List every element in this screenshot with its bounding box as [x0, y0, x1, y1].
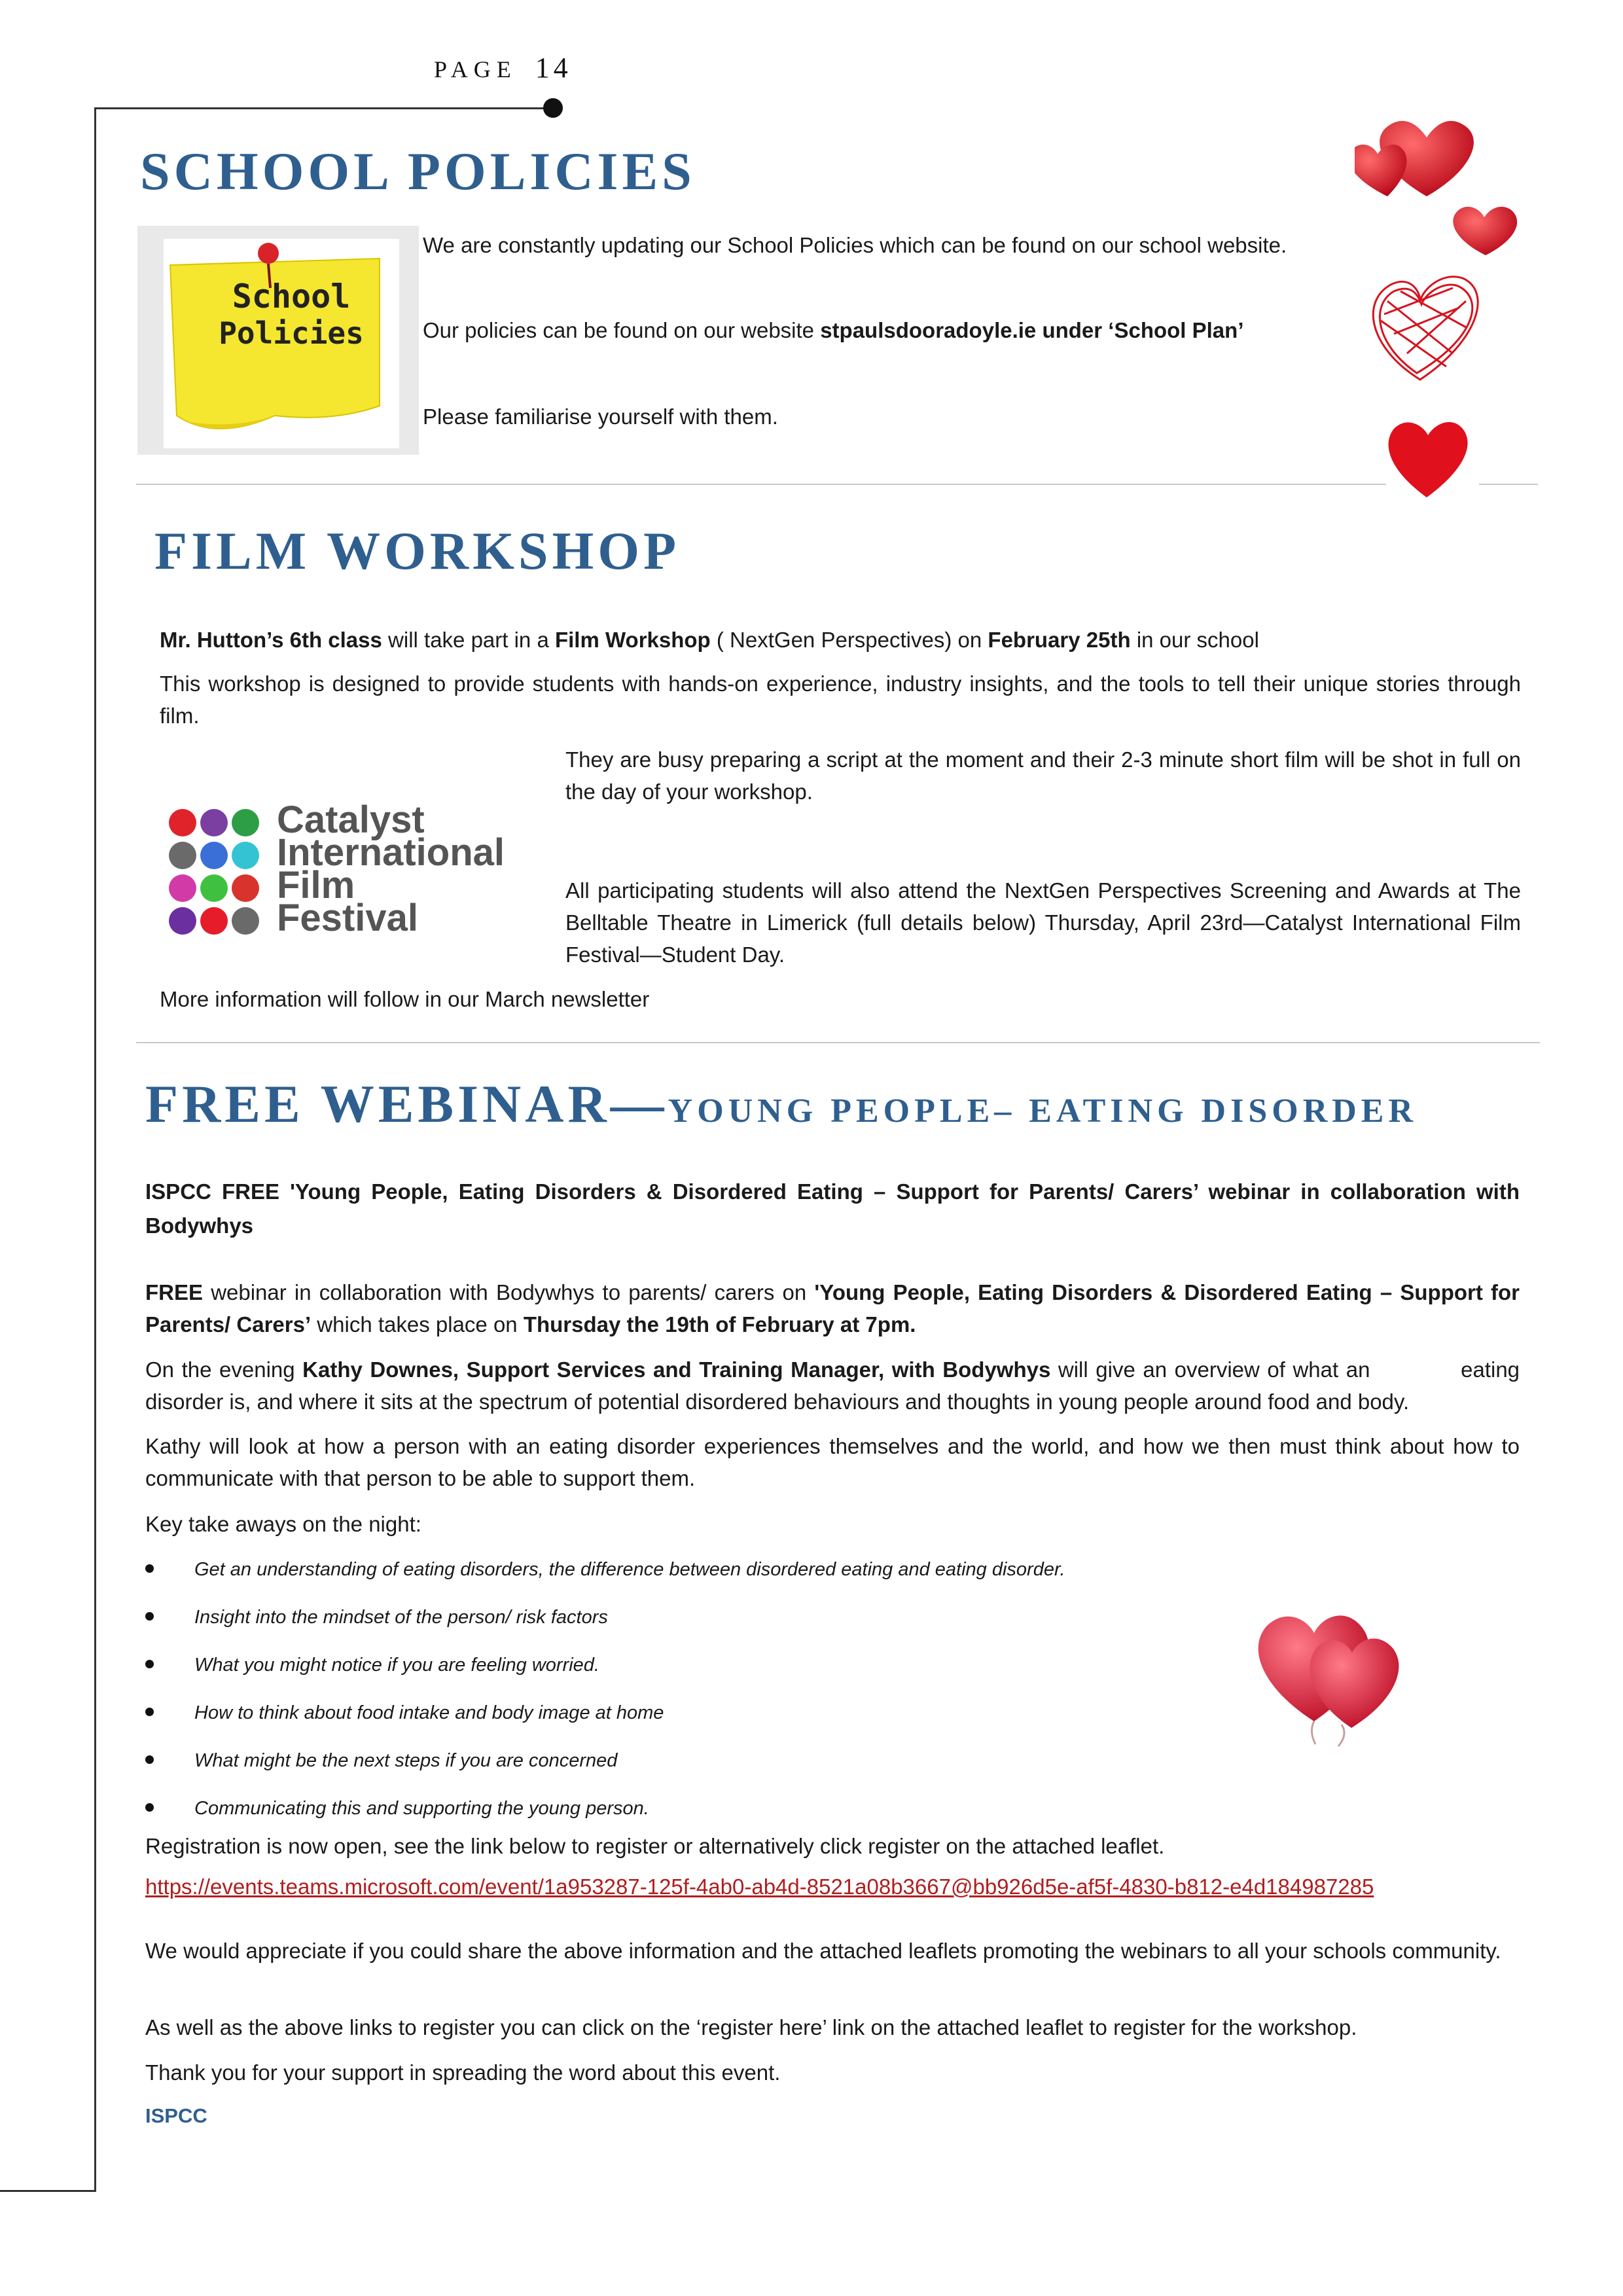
logo-dot [232, 809, 259, 836]
bullet-icon [145, 1564, 154, 1573]
image-text-school: School [232, 278, 351, 315]
heart-icon [1453, 207, 1517, 255]
logo-dot [169, 907, 196, 935]
webinar-intro: ISPCC FREE 'Young People, Eating Disorders & Disordered Eating – Support for Parents/ Carers’ webinar in collaboration with Bodywhys [145, 1179, 1520, 1238]
webinar-title: 'Young People, Eating Disorders & Disordered Eating – Support for Parents/ Carers’ [145, 1280, 1520, 1336]
image-text-policies: Policies [219, 315, 364, 351]
webinar-heading-sub: YOUNG PEOPLE– EATING DISORDER [668, 1092, 1418, 1130]
webinar-date: Thursday the 19th of February at 7pm. [523, 1312, 916, 1336]
logo-text-line-3: Film [277, 864, 355, 906]
logo-dot [232, 874, 259, 902]
logo-text-line-4: Festival [277, 897, 418, 939]
p1-text-1: webinar in collaboration with Bodywhys to parents/ carers on [203, 1280, 815, 1304]
logo-dot [200, 842, 228, 869]
webinar-paragraph-1 [145, 1276, 1520, 1340]
bullet-icon [145, 1708, 154, 1716]
page-number: 14 [535, 52, 572, 84]
film-workshop-paragraph-3: They are busy preparing a script at the moment and their 2-3 minute short film will be shot in full on the day of your workshop. [565, 747, 1521, 804]
webinar-paragraph-5: Registration is now open, see the link below to register or alternatively click register on the attached leaflet. [145, 1834, 1165, 1858]
p1-text-2: which takes place on [311, 1312, 524, 1336]
p2-text-2: will give an overview of what an eating disorder is, and where it sits at the spectrum of potential disordered behaviours and thoughts in young people around food and body. [145, 1357, 1526, 1414]
speaker-name: Kathy Downes, Support Services and Training Manager, with Bodywhys [302, 1357, 1051, 1382]
logo-dot [169, 809, 196, 836]
section-divider [136, 1042, 1540, 1043]
section-divider [136, 484, 1386, 485]
school-policies-line-2-text: Our policies can be found on our website [423, 318, 821, 342]
webinar-heading-main: FREE WEBINAR— [145, 1074, 668, 1134]
webinar-paragraph-6: We would appreciate if you could share the above information and the attached leaflets promoting the webinars to all your schools community. [145, 1939, 1501, 1963]
bullet-icon [145, 1612, 154, 1621]
free-label: FREE [145, 1280, 204, 1304]
logo-dot-row [169, 907, 274, 940]
p1-text-3: in our school [1130, 628, 1259, 652]
frame-top-line [94, 107, 554, 109]
school-policies-heading: SCHOOL POLICIES [140, 141, 696, 201]
frame-left-line [94, 107, 96, 2191]
webinar-paragraph-3: Kathy will look at how a person with an eating disorder experiences themselves and the world, and how we then must think about how to communicate with that person to be able to support them. [145, 1434, 1520, 1490]
school-policies-line-2 [423, 314, 1444, 346]
catalyst-logo [169, 798, 535, 948]
logo-dot [200, 874, 228, 902]
class-name: Mr. Hutton’s 6th class [160, 628, 382, 652]
webinar-heading [145, 1073, 1418, 1135]
film-workshop-paragraph-5: More information will follow in our March newsletter [160, 987, 650, 1011]
film-workshop-paragraph-4: All participating students will also attend the NextGen Perspectives Screening and Awards at The Belltable Theatre in Limerick (full details below) Thursday, April 23rd—Catalyst International Film Festival—Student Day. [565, 878, 1521, 967]
logo-text-line-1: Catalyst [277, 798, 425, 841]
film-workshop-paragraph-2: This workshop is designed to provide students with hands-on experience, industry insights, and the tools to tell their unique stories through film. [160, 672, 1521, 728]
workshop-date: February 25th [988, 628, 1131, 652]
film-workshop-heading: FILM WORKSHOP [154, 521, 681, 581]
list-item-text: Insight into the mindset of the person/ risk factors [194, 1607, 608, 1628]
list-item-text: What you might notice if you are feeling worried. [194, 1655, 599, 1676]
school-policies-line-1: We are constantly updating our School Policies which can be found on our school website. [423, 233, 1287, 257]
heart-icon [1355, 145, 1407, 196]
hearts-decoration [1355, 105, 1544, 511]
webinar-paragraph-2 [145, 1354, 1526, 1418]
page-label [434, 51, 572, 84]
bullet-icon [145, 1660, 154, 1668]
list-item-text: What might be the next steps if you are concerned [194, 1750, 618, 1771]
film-workshop-paragraph-1 [160, 624, 1521, 656]
p1-text-1: will take part in a [382, 628, 555, 652]
logo-dot [232, 842, 259, 869]
webinar-paragraph-8: Thank you for your support in spreading the word about this event. [145, 2060, 781, 2085]
logo-dot-row [169, 874, 274, 907]
list-item-text: Communicating this and supporting the young person. [194, 1798, 649, 1819]
logo-dot [200, 907, 228, 935]
logo-text-line-2: International [277, 831, 505, 874]
list-item-text: Get an understanding of eating disorders, the difference between disordered eating and eating disorder. [194, 1559, 1065, 1580]
page-label-word: PAGE [434, 56, 517, 82]
bullet-icon [145, 1803, 154, 1812]
logo-dot-row [169, 842, 274, 874]
logo-dot [169, 874, 196, 902]
website-reference[interactable]: stpaulsdooradoyle.ie under ‘School Plan’ [820, 318, 1244, 342]
section-divider-right [1479, 484, 1538, 485]
heart-balloons-image [1237, 1571, 1446, 1748]
logo-dot [232, 907, 259, 935]
ispcc-signoff: ISPCC [145, 2104, 207, 2127]
frame-dot [543, 98, 563, 118]
list-item-text: How to think about food intake and body image at home [194, 1702, 664, 1723]
webinar-paragraph-4: Key take aways on the night: [145, 1512, 421, 1536]
p2-text-1: On the evening [145, 1357, 303, 1382]
webinar-paragraph-7: As well as the above links to register you can click on the ‘register here’ link on the attached leaflet to register for the workshop. [145, 2015, 1357, 2039]
school-policies-line-3: Please familiarise yourself with them. [423, 404, 778, 429]
school-policies-image [137, 226, 419, 455]
bullet-icon [145, 1755, 154, 1764]
logo-dot-row [169, 809, 274, 842]
logo-dot [200, 809, 228, 836]
frame-bottom-line [0, 2190, 96, 2192]
heart-icon [1389, 422, 1468, 497]
registration-link[interactable]: https://events.teams.microsoft.com/event/1a953287-125f-4ab0-ab4d-8521a08b3667@bb926d5e-af5f-4830-b812-e4d184987285 [145, 1874, 1374, 1899]
logo-dot-grid [169, 809, 274, 940]
p1-text-2: ( NextGen Perspectives) on [710, 628, 988, 652]
logo-dot [169, 842, 196, 869]
workshop-name: Film Workshop [554, 628, 711, 652]
pin-icon [258, 243, 279, 264]
